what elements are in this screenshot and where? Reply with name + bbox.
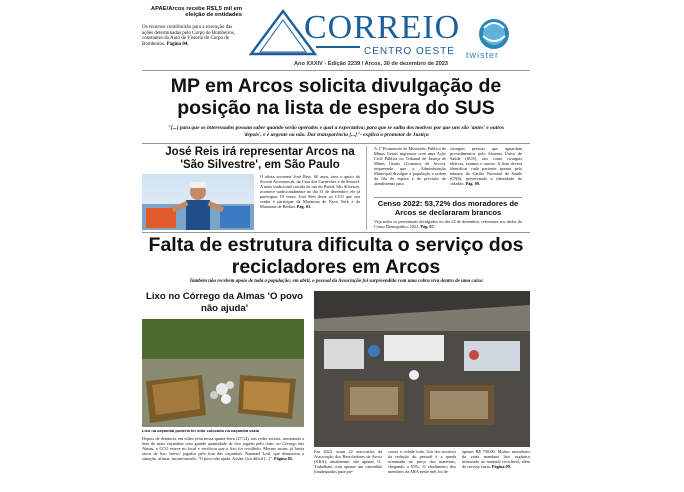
census-rule — [374, 197, 522, 198]
lixo-text: Depois de denúncia em vídeo feita nessa quarta-feira (27/12), nas redes sociais, mostrando a área do mais caçambas com grande quantidade de lixo jogado pelo chão, no Córrego das Almas, o CCO esteve no local e verificou que o lixo foi recolhido. Mesmo assim, já havia sacos de lixo 'novos' jogados pelo fora das caçambas. Natanael Leal, que denunciou a situação, afirma, inconformado: "O povo não ajuda. Assim, fica difícil [...]". Página 05. — [142, 436, 304, 462]
aara-page: Página 09. — [491, 464, 511, 470]
sus-text-col1: A 1ª Promotoria de Ministério Público de Minas Gerais ingressou com uma Ação Civil Pública no Tribunal de Justiça de Minas Gerais (Comarca de Arcos), requerendo que a Administração Municipal divulgue à população a ordem da fila de espera e de previsão de atendimento para — [374, 146, 446, 187]
runner-photo — [142, 174, 254, 230]
aara-text-col1: Em 2023, eram 22 associados da Associação dos Recicladores de Arcos (ARA); atualmente, são apenas 11. Trabalham com apenas um caminhão (inadequados para pre- — [314, 449, 382, 475]
census-headline: Censo 2022: 53,72% dos moradores de Arcos se declararam brancos — [377, 199, 519, 217]
newspaper-front-page — [142, 6, 530, 492]
recycling-shed-photo — [314, 291, 530, 447]
teaser-body: Os recursos contribuirão para a execução das ações determinadas pelo Corpo de Bombeiros, constantes do Auto de Vistoria do Corpo de Bombeiros. Página 04. — [142, 24, 236, 48]
sus-text-col2: cirurgias pessoas que aguardam procedimentos pelo Sistema Único de Saúde (SUS), tais como cirurgias eletivas, exames e outros. A lista deverá identificar cada paciente apenas pelo número do Cartão Nacional de Saúde (CNS), preservando a identidade do cidadão. Pág. 08. — [450, 146, 522, 187]
teaser-title: APAE/Arcos recebe R$1,5 mil em eleição de entidades — [150, 6, 242, 19]
teaser-page: Página 04. — [166, 42, 189, 48]
dumpster-photo — [142, 319, 304, 427]
dumpster-caption: Lixo na caçamba poderia ter sido colocado na caçamba vazia — [142, 428, 259, 433]
census-text: Veja todos os percentuais divulgados no dia 22 de dezembro, referentes aos dados do Censo Demográfico 2022. Pág. 07. — [374, 219, 522, 230]
runner-page: Pág. 03. — [296, 204, 312, 210]
column-divider — [366, 146, 367, 230]
masthead-divider — [316, 46, 360, 48]
lixo-page: Página 05. — [274, 456, 294, 462]
edition-line: Ano XXXIV - Edição 2239 / Arcos, 30 de dezembro de 2023 — [294, 61, 448, 67]
header-teaser — [142, 6, 242, 48]
runner-text: O atleta arcoense José Reis, 60 anos, tem o apoio do Sicoob Arcomercab, da Casa dos Carneches e da Semcef. A mais tradicional corrida de rua do Brasil, São Silvestre, acontece tradicionalmente no dia 31 de dezembro; ele já participou 19 vezes. José Reis disse ao CCO que seu sonho é participar da Maratona de Nova York e da Maratona de Berlim. Pág. 03. — [260, 174, 360, 210]
main-headline: MP em Arcos solicita divulgação de posição na lista de espera do SUS — [170, 75, 502, 119]
aara-text-col2: correr a cidade toda. Um dos motivos da redução do pessoal é a queda acentuada no preço dos materiais, chegando a 65%. O rendimento dos membros da ARA neste mês foi de — [388, 449, 456, 475]
partner-logo-text: twister — [466, 50, 500, 60]
aara-text-col3: apenas R$ 750,00. Muitos moradores da zona mandam lixo orgânico misturado ao material reciclável, além de cerveja vazia. Página 09. — [462, 449, 530, 470]
header-rule — [142, 70, 530, 71]
section-rule-2 — [142, 232, 530, 233]
section-rule-1 — [142, 143, 530, 144]
runner-headline: José Reis irá representar Arcos na 'São Silvestre', em São Paulo — [165, 146, 355, 171]
masthead-logo — [246, 6, 461, 62]
recyclers-deck: Também não recebem apoio de toda a população; em abril, o pessoal da Associação foi surpreendido com uma cobra viva dentro de uma caixa — [189, 279, 483, 284]
masthead-title: CORREIO — [304, 9, 461, 46]
census-page: Pág. 07. — [420, 224, 435, 230]
lixo-headline: Lixo no Córrego da Almas 'O povo não ajuda' — [145, 291, 304, 314]
recyclers-headline: Falta de estrutura dificulta o serviço dos recicladores em Arcos — [148, 234, 524, 278]
masthead-subtitle: CENTRO OESTE — [364, 46, 455, 57]
main-deck: "[...] para que os interessados possam saber quando serão operados e qual a expectativa; para que se saiba dos motivos por que uns são 'antes' e outros 'depois', e é urgente ou não. Dar transparência [...]"- explica o promotor de Justiça — [167, 125, 505, 138]
sus-page: Pág. 08. — [465, 181, 480, 187]
